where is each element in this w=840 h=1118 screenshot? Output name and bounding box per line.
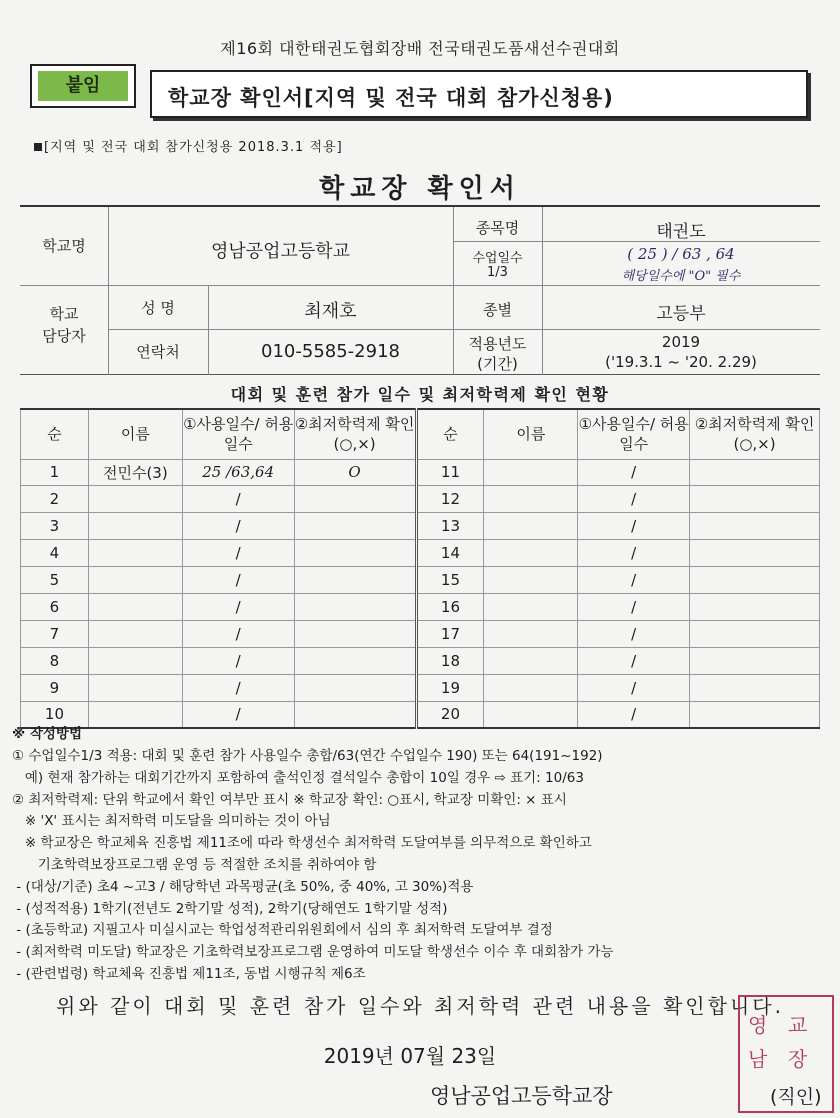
confirmation-statement: 위와 같이 대회 및 훈련 참가 일수와 최저학력 관련 내용을 확인합니다.	[56, 994, 784, 1018]
row-days: /	[182, 593, 294, 620]
header-title: 학교장 확인서[지역 및 전국 대회 참가신청용)	[168, 86, 614, 110]
row-name	[88, 567, 182, 594]
row-min: O	[294, 459, 416, 486]
row-no: 20	[416, 701, 484, 728]
col-days: ①사용일수/ 허용일수	[182, 409, 294, 459]
row-min	[294, 674, 416, 701]
document-title: 학교장 확인서	[319, 174, 521, 204]
days-note: 해당일수에 "O" 필수	[621, 269, 741, 284]
row-min	[294, 486, 416, 513]
row-min	[294, 593, 416, 620]
row-min	[690, 459, 820, 486]
row-min	[294, 567, 416, 594]
instruction-line: ① 수업일수1/3 적용: 대회 및 훈련 참가 사용일수 총합/63(연간 수업일수 190) 또는 64(191~192)	[12, 748, 603, 764]
name-label: 성 명	[141, 299, 175, 317]
attachment-badge: 붙임	[38, 71, 128, 101]
row-days: /	[578, 593, 690, 620]
row-no: 4	[21, 540, 89, 567]
row-days: /	[578, 513, 690, 540]
days-label: 수업일수	[472, 251, 523, 266]
table-row	[21, 459, 820, 486]
row-days: /	[182, 513, 294, 540]
year-value: 2019	[661, 333, 701, 351]
period-value: ('19.3.1 ~ '20. 2.29)	[605, 353, 757, 371]
table-row	[21, 513, 820, 540]
row-name	[484, 513, 578, 540]
days-value: ( 25 ) / 63 , 64	[627, 245, 735, 263]
event-value: 태권도	[656, 222, 706, 242]
row-days: /	[182, 674, 294, 701]
row-days: 25 /63,64	[182, 459, 294, 486]
table-row	[21, 674, 820, 701]
school-label: 학교명	[42, 237, 86, 255]
row-no: 13	[416, 513, 484, 540]
square-bullet-icon	[34, 143, 42, 151]
row-name	[484, 567, 578, 594]
row-min	[690, 567, 820, 594]
instruction-line: 기초학력보장프로그램 운영 등 적절한 조치를 취하여야 함	[12, 857, 377, 873]
instruction-line: ※ 학교장은 학교체육 진흥법 제11조에 따라 학생선수 최저학력 도달여부를 의무적으로 확인하고	[12, 835, 592, 852]
col-name: 이름	[88, 409, 182, 459]
manager-label: 학교	[49, 305, 79, 323]
col-no-right: 순	[416, 409, 484, 459]
row-days: /	[578, 620, 690, 647]
row-name	[88, 620, 182, 647]
row-name	[88, 593, 182, 620]
category-label: 종별	[483, 301, 512, 319]
row-no: 10	[21, 701, 89, 728]
row-name	[88, 647, 182, 674]
year-label-period: (기간)	[477, 355, 518, 373]
table-header-row	[21, 409, 820, 459]
status-title: 대회 및 훈련 참가 일수 및 최저학력제 확인 현황	[230, 385, 610, 404]
col-name-right: 이름	[484, 409, 578, 459]
row-name: 전민수(3)	[88, 459, 182, 486]
instruction-line: - (최저학력 미도달) 학교장은 기초학력보장프로그램 운영하여 미도달 학생선수 이수 후 대회참가 가능	[12, 944, 614, 961]
instructions-heading: ※ 작성방법	[12, 726, 82, 742]
row-min	[294, 540, 416, 567]
instruction-line: ※ 'X' 표시는 최저학력 미도달을 의미하는 것이 아님	[12, 813, 331, 830]
row-name	[484, 647, 578, 674]
manager-label-2: 담당자	[42, 327, 86, 345]
instruction-line: - (초등학교) 지필고사 미실시교는 학업성적관리위원회에서 심의 후 최저학력 도달여부 결정	[12, 922, 553, 939]
competition-title: 제16회 대한태권도협회장배 전국태권도품새선수권대회	[220, 39, 620, 58]
contact-value: 010-5585-2918	[261, 341, 400, 362]
manager-name: 최재호	[304, 301, 357, 322]
row-no: 19	[416, 674, 484, 701]
school-name: 영남공업고등학교	[210, 241, 351, 262]
contact-label: 연락처	[136, 343, 180, 361]
row-no: 2	[21, 486, 89, 513]
row-name	[484, 486, 578, 513]
table-row	[21, 540, 820, 567]
table-body	[21, 459, 820, 728]
header-title-box	[150, 70, 808, 118]
row-no: 17	[416, 620, 484, 647]
row-min	[690, 593, 820, 620]
participation-table	[20, 408, 820, 729]
seal-label: (직인)	[770, 1086, 822, 1108]
row-min	[690, 540, 820, 567]
row-name	[484, 459, 578, 486]
info-block	[20, 205, 820, 375]
signer-name: 영남공업고등학교장	[430, 1084, 613, 1108]
row-name	[484, 620, 578, 647]
row-days: /	[578, 486, 690, 513]
table-row	[21, 486, 820, 513]
row-days: /	[182, 540, 294, 567]
instruction-line: - (성적적용) 1학기(전년도 2학기말 성적), 2학기(당해연도 1학기말 성적)	[12, 900, 448, 917]
official-seal: 영 교 남 장	[738, 995, 834, 1113]
year-label: 적용년도	[468, 335, 527, 353]
days-label-ratio: 1/3	[487, 265, 508, 280]
row-no: 11	[416, 459, 484, 486]
instruction-line: ② 최저학력제: 단위 학교에서 확인 여부만 표시 ※ 학교장 확인: ○표시, 학교장 미확인: × 표시	[12, 791, 567, 808]
row-name	[88, 513, 182, 540]
row-min	[294, 647, 416, 674]
row-days: /	[578, 674, 690, 701]
event-label: 종목명	[475, 219, 520, 237]
table-row	[21, 647, 820, 674]
row-days: /	[578, 701, 690, 728]
row-no: 5	[21, 567, 89, 594]
row-min	[690, 513, 820, 540]
row-no: 1	[21, 459, 89, 486]
row-days: /	[182, 486, 294, 513]
row-days: /	[182, 567, 294, 594]
row-min	[294, 620, 416, 647]
instruction-line: - (대상/기준) 초4 ~고3 / 해당학년 과목평균(초 50%, 중 40%, 고 30%)적용	[12, 878, 474, 895]
instruction-line: 예) 현재 참가하는 대회기간까지 포함하여 출석인정 결석일수 총합이 10일 경우 ⇨ 표기: 10/63	[12, 769, 584, 786]
row-name	[88, 540, 182, 567]
row-name	[484, 540, 578, 567]
row-days: /	[182, 620, 294, 647]
row-no: 6	[21, 593, 89, 620]
table-row	[21, 593, 820, 620]
row-min	[690, 647, 820, 674]
table-row	[21, 620, 820, 647]
col-min: ②최저학력제 확인(○,×)	[294, 409, 416, 459]
row-no: 18	[416, 647, 484, 674]
row-no: 14	[416, 540, 484, 567]
row-no: 9	[21, 674, 89, 701]
row-no: 15	[416, 567, 484, 594]
category-value: 고등부	[656, 304, 706, 324]
row-days: /	[182, 647, 294, 674]
row-min	[690, 620, 820, 647]
row-no: 8	[21, 647, 89, 674]
row-name	[88, 486, 182, 513]
row-no: 16	[416, 593, 484, 620]
col-no: 순	[21, 409, 89, 459]
table-row	[21, 567, 820, 594]
row-min	[294, 513, 416, 540]
row-name	[88, 674, 182, 701]
row-no: 7	[21, 620, 89, 647]
row-days: /	[578, 459, 690, 486]
row-days: /	[578, 540, 690, 567]
row-no: 3	[21, 513, 89, 540]
row-days: /	[578, 647, 690, 674]
col-days-right: ①사용일수/ 허용일수	[578, 409, 690, 459]
row-no: 12	[416, 486, 484, 513]
instruction-line: - (관련법령) 학교체육 진흥법 제11조, 동법 시행규칙 제6조	[12, 966, 366, 982]
attachment-badge-box	[30, 64, 136, 108]
row-days: /	[182, 701, 294, 728]
confirmation-date: 2019년 07월 23일	[323, 1044, 497, 1068]
row-name	[484, 674, 578, 701]
row-min	[690, 674, 820, 701]
row-days: /	[578, 567, 690, 594]
row-name	[484, 593, 578, 620]
row-min	[690, 486, 820, 513]
col-min-right: ②최저학력제 확인(○,×)	[690, 409, 820, 459]
application-note: [지역 및 전국 대회 참가신청용 2018.3.1 적용]	[34, 136, 343, 155]
